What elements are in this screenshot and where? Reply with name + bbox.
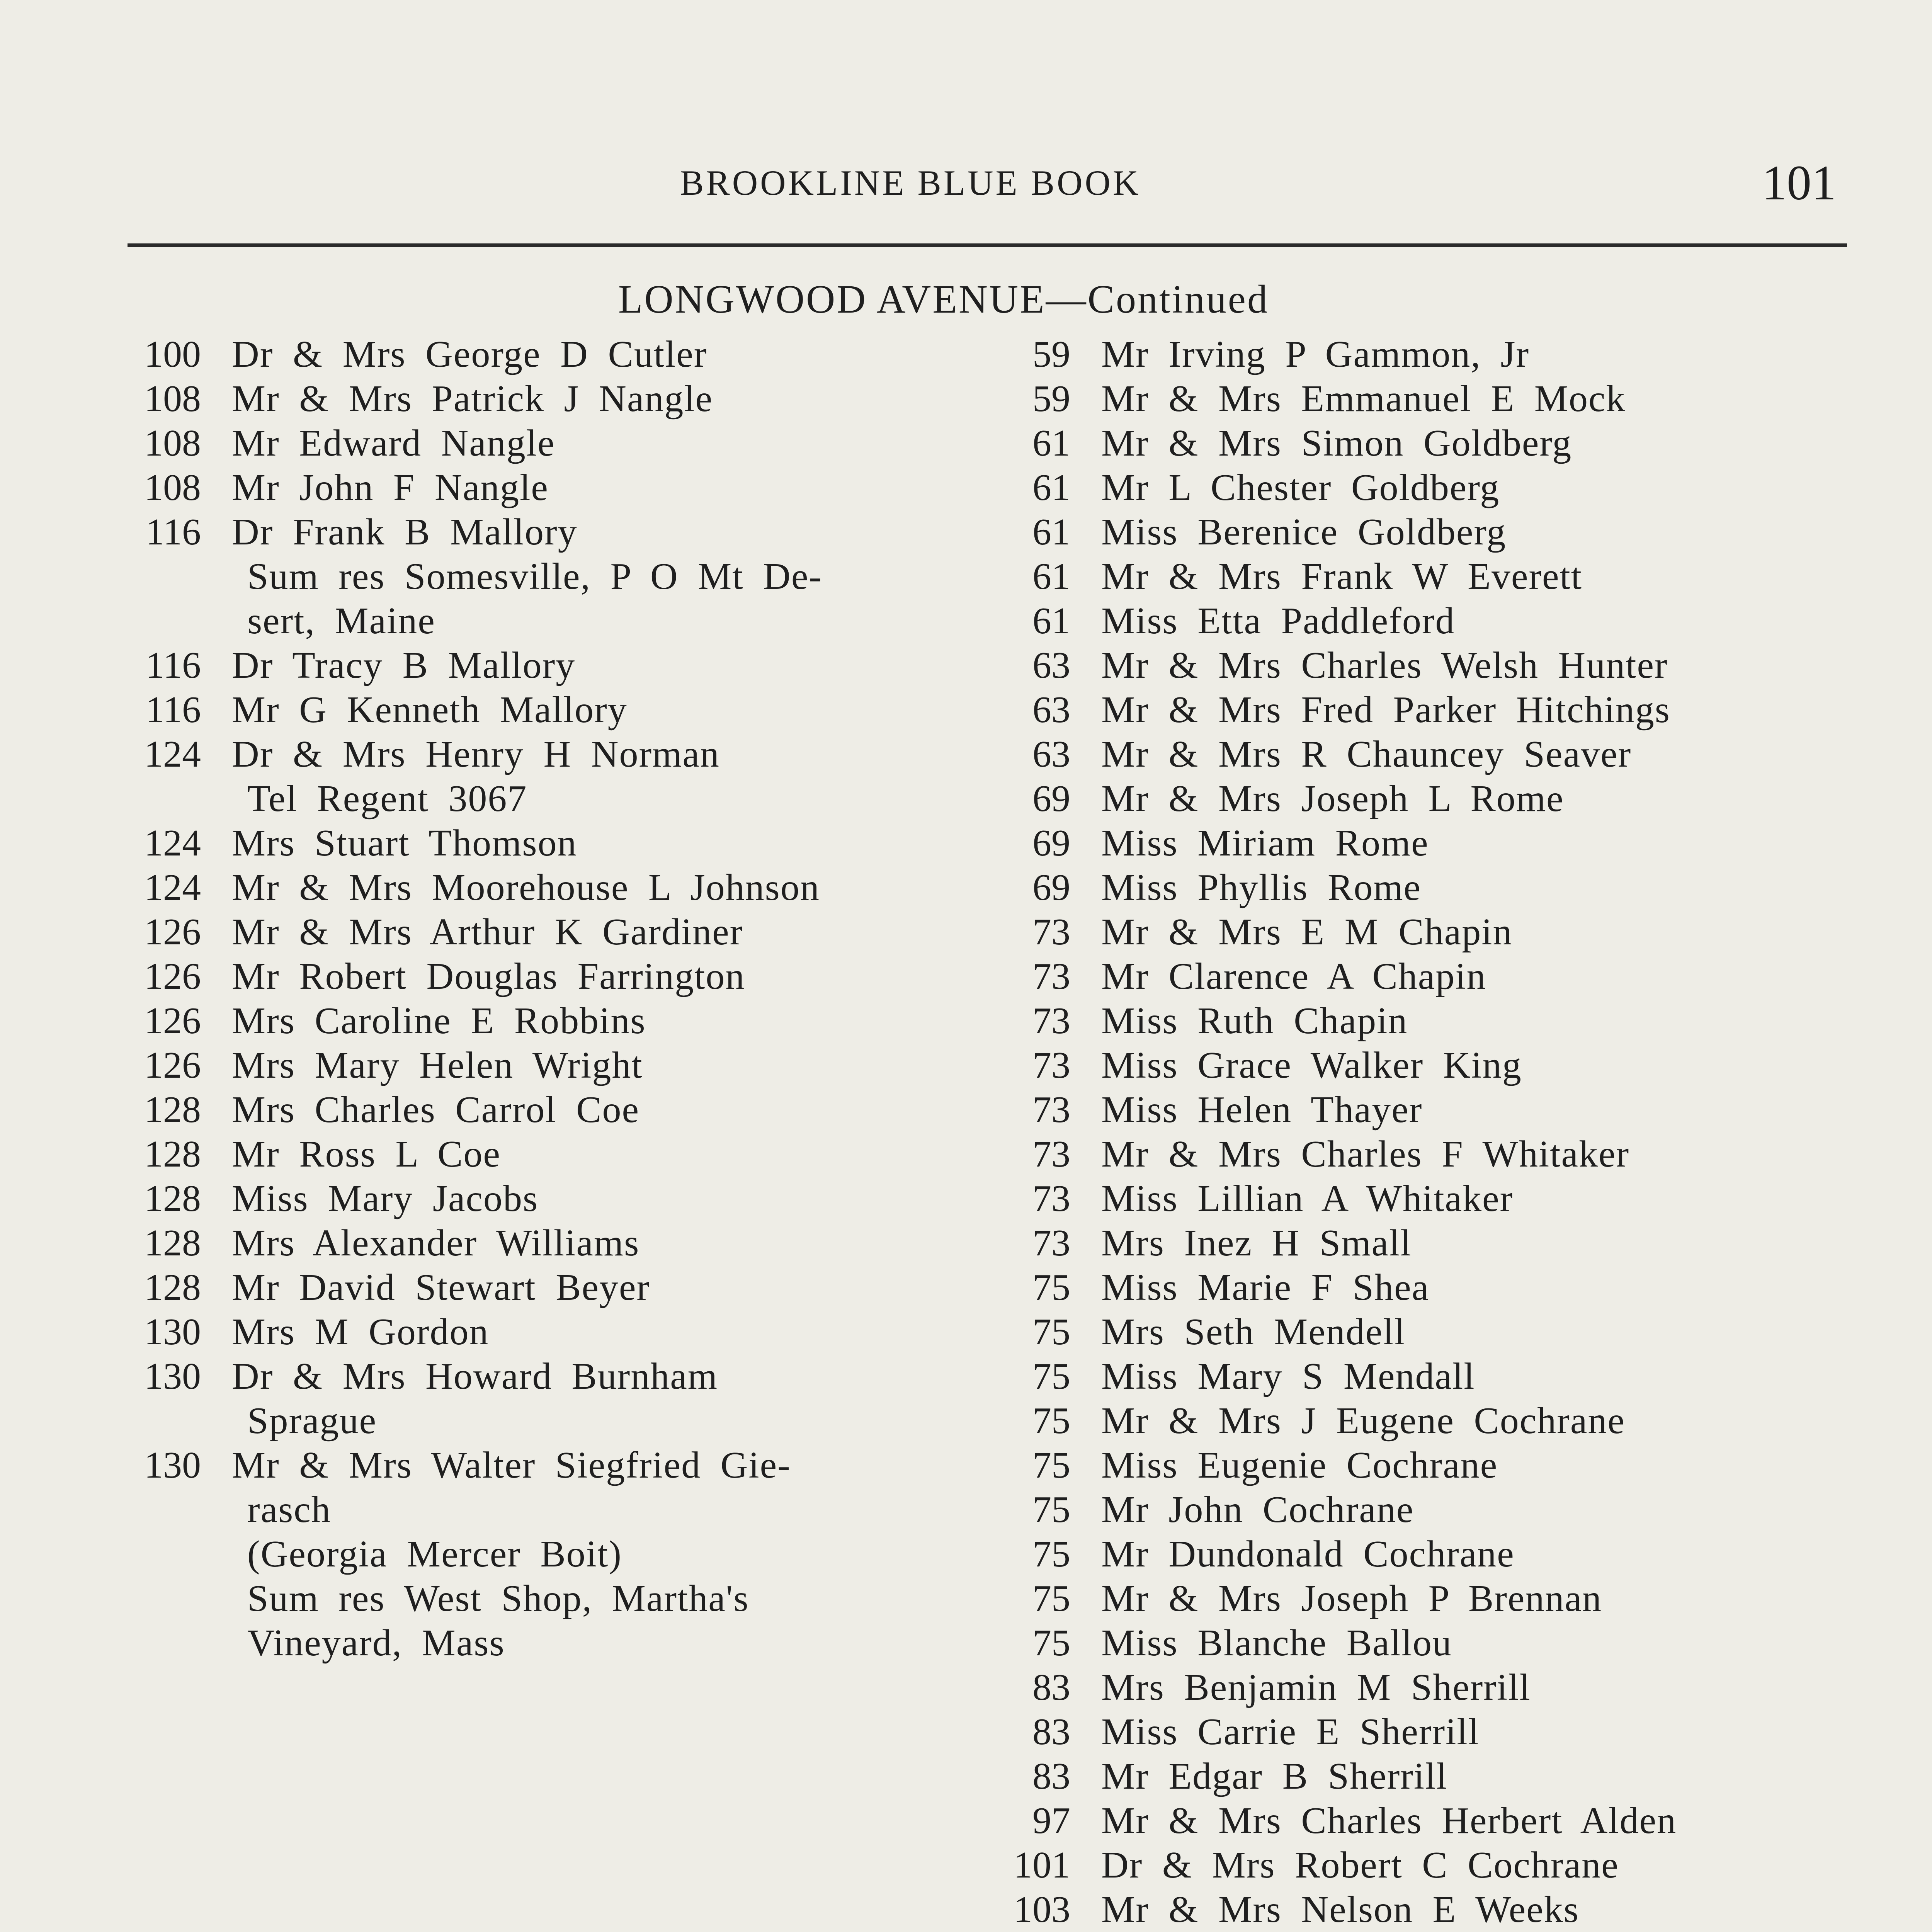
- directory-entry: [116, 1043, 947, 1088]
- directory-entry: [116, 910, 947, 954]
- directory-entry: [989, 1221, 1832, 1265]
- resident-name: Mr Ross L Coe: [232, 1133, 501, 1175]
- resident-name: Mr & Mrs J Eugene Cochrane: [1101, 1400, 1625, 1442]
- house-number: 73: [1032, 1133, 1070, 1175]
- resident-text: [232, 1443, 947, 1665]
- resident-text: [1101, 1354, 1832, 1399]
- resident-text: [1101, 1799, 1832, 1843]
- resident-name: Mr & Mrs Emmanuel E Mock: [1101, 378, 1626, 420]
- house-number: 61: [1032, 600, 1070, 642]
- house-number: 73: [1032, 1222, 1070, 1264]
- house-number: 103: [1014, 1889, 1070, 1930]
- directory-entry: [989, 1354, 1832, 1399]
- house-number: 61: [1032, 422, 1070, 464]
- resident-text: [1101, 999, 1832, 1043]
- house-number: 69: [1032, 822, 1070, 864]
- resident-text: [1101, 332, 1832, 377]
- resident-name: Miss Miriam Rome: [1101, 822, 1429, 864]
- resident-text: [1101, 1177, 1832, 1221]
- resident-name: Mr Edward Nangle: [232, 422, 555, 464]
- resident-text: [1101, 1710, 1832, 1754]
- resident-text: [1101, 1088, 1832, 1132]
- directory-entry: [116, 377, 947, 421]
- directory-entry: [989, 332, 1832, 377]
- house-number: 124: [144, 733, 201, 775]
- house-number: 75: [1032, 1444, 1070, 1486]
- resident-name: Mr & Mrs Joseph L Rome: [1101, 778, 1564, 820]
- directory-entry: [989, 821, 1832, 866]
- directory-entry: [989, 1710, 1832, 1754]
- resident-name: Mr John F Nangle: [232, 467, 549, 509]
- resident-name: Mr & Mrs Joseph P Brennan: [1101, 1578, 1602, 1619]
- resident-name: Mrs Stuart Thomson: [232, 822, 577, 864]
- house-number: 126: [144, 1000, 201, 1042]
- resident-text: [1101, 1665, 1832, 1710]
- directory-entry: [989, 1177, 1832, 1221]
- resident-text: [232, 1354, 947, 1443]
- directory-entry: [989, 1399, 1832, 1443]
- resident-text: [1101, 688, 1832, 732]
- directory-entry: [989, 954, 1832, 999]
- directory-entry: [989, 421, 1832, 466]
- resident-name: Miss Lillian A Whitaker: [1101, 1178, 1514, 1219]
- house-number: 101: [1014, 1844, 1070, 1886]
- house-number: 61: [1032, 556, 1070, 597]
- resident-detail: rasch: [247, 1489, 331, 1531]
- resident-name: Miss Grace Walker King: [1101, 1044, 1522, 1086]
- directory-entry: [116, 1310, 947, 1354]
- directory-entry: [989, 1443, 1832, 1488]
- resident-name: Mrs Mary Helen Wright: [232, 1044, 643, 1086]
- directory-entry: [116, 466, 947, 510]
- directory-entry: [989, 1621, 1832, 1665]
- house-number: 61: [1032, 467, 1070, 509]
- resident-detail: Sprague: [247, 1400, 377, 1442]
- resident-text: [1101, 1443, 1832, 1488]
- directory-entry: [116, 1221, 947, 1265]
- directory-entry: [989, 1799, 1832, 1843]
- resident-text: [1101, 821, 1832, 866]
- house-number: 126: [144, 911, 201, 953]
- house-number: 63: [1032, 689, 1070, 731]
- house-number: 75: [1032, 1578, 1070, 1619]
- resident-text: [1101, 599, 1832, 643]
- resident-name: Mr & Mrs Simon Goldberg: [1101, 422, 1572, 464]
- directory-entry: [989, 866, 1832, 910]
- right-column: [989, 332, 1832, 1932]
- resident-name: Miss Berenice Goldberg: [1101, 511, 1507, 553]
- directory-entry: [989, 1132, 1832, 1177]
- resident-name: Dr & Mrs Henry H Norman: [232, 733, 720, 775]
- resident-name: Mr & Mrs Charles F Whitaker: [1101, 1133, 1630, 1175]
- resident-name: Miss Helen Thayer: [1101, 1089, 1423, 1131]
- resident-text: [1101, 866, 1832, 910]
- resident-name: Mrs Caroline E Robbins: [232, 1000, 646, 1042]
- house-number: 69: [1032, 778, 1070, 820]
- resident-text: [232, 1088, 947, 1132]
- resident-name: Mrs Benjamin M Sherrill: [1101, 1667, 1531, 1708]
- resident-name: Mr Dundonald Cochrane: [1101, 1533, 1515, 1575]
- directory-entry: [116, 954, 947, 999]
- house-number: 75: [1032, 1400, 1070, 1442]
- directory-entry: [116, 1354, 947, 1443]
- resident-text: [1101, 1310, 1832, 1354]
- resident-text: [1101, 1221, 1832, 1265]
- resident-text: [232, 1221, 947, 1265]
- resident-text: [232, 643, 947, 688]
- resident-name: Mrs Seth Mendell: [1101, 1311, 1406, 1353]
- resident-detail: (Georgia Mercer Boit): [247, 1533, 622, 1575]
- resident-text: [1101, 421, 1832, 466]
- resident-name: Mr & Mrs Moorehouse L Johnson: [232, 867, 820, 908]
- house-number: 83: [1032, 1711, 1070, 1753]
- house-number: 100: [144, 333, 201, 375]
- house-number: 59: [1032, 378, 1070, 420]
- directory-entry: [116, 1177, 947, 1221]
- house-number: 116: [145, 645, 201, 686]
- resident-text: [1101, 1488, 1832, 1532]
- directory-entry: [989, 1665, 1832, 1710]
- directory-entry: [116, 821, 947, 866]
- resident-text: [1101, 1577, 1832, 1621]
- house-number: 124: [144, 867, 201, 908]
- directory-entry: [116, 332, 947, 377]
- house-number: 75: [1032, 1489, 1070, 1531]
- house-number: 63: [1032, 733, 1070, 775]
- resident-name: Mr L Chester Goldberg: [1101, 467, 1500, 509]
- resident-text: [232, 377, 947, 421]
- house-number: 73: [1032, 1178, 1070, 1219]
- resident-name: Mrs Alexander Williams: [232, 1222, 640, 1264]
- resident-text: [1101, 732, 1832, 777]
- resident-text: [232, 1043, 947, 1088]
- house-number: 124: [144, 822, 201, 864]
- directory-entry: [116, 688, 947, 732]
- directory-entry: [989, 1754, 1832, 1799]
- resident-name: Miss Blanche Ballou: [1101, 1622, 1452, 1664]
- directory-entry: [116, 732, 947, 821]
- resident-name: Mr Irving P Gammon, Jr: [1101, 333, 1530, 375]
- resident-name: Dr & Mrs Howard Burnham: [232, 1355, 718, 1397]
- resident-name: Mr & Mrs Nelson E Weeks: [1101, 1889, 1579, 1930]
- directory-entry: [116, 1265, 947, 1310]
- resident-text: [1101, 510, 1832, 554]
- resident-name: Miss Mary Jacobs: [232, 1178, 539, 1219]
- house-number: 73: [1032, 1000, 1070, 1042]
- resident-text: [232, 421, 947, 466]
- resident-name: Dr Frank B Mallory: [232, 511, 578, 553]
- house-number: 75: [1032, 1355, 1070, 1397]
- house-number: 130: [144, 1311, 201, 1353]
- directory-entry: [989, 554, 1832, 599]
- header-rule: [128, 243, 1847, 247]
- house-number: 83: [1032, 1755, 1070, 1797]
- house-number: 128: [144, 1222, 201, 1264]
- house-number: 61: [1032, 511, 1070, 553]
- section-title: LONGWOOD AVENUE—Continued: [618, 277, 1269, 321]
- resident-text: [1101, 1399, 1832, 1443]
- directory-entry: [989, 1043, 1832, 1088]
- directory-entry: [116, 421, 947, 466]
- resident-text: [1101, 1532, 1832, 1577]
- resident-name: Miss Phyllis Rome: [1101, 867, 1422, 908]
- directory-entry: [116, 866, 947, 910]
- house-number: 108: [144, 378, 201, 420]
- directory-entry: [989, 466, 1832, 510]
- resident-name: Mr & Mrs Charles Herbert Alden: [1101, 1800, 1677, 1842]
- house-number: 128: [144, 1178, 201, 1219]
- directory-entry: [116, 643, 947, 688]
- house-number: 73: [1032, 956, 1070, 997]
- directory-entry: [116, 1088, 947, 1132]
- house-number: 126: [144, 1044, 201, 1086]
- house-number: 128: [144, 1133, 201, 1175]
- resident-name: Miss Ruth Chapin: [1101, 1000, 1408, 1042]
- house-number: 126: [144, 956, 201, 997]
- resident-name: Mr G Kenneth Mallory: [232, 689, 628, 731]
- resident-name: Miss Marie F Shea: [1101, 1267, 1430, 1308]
- directory-entry: [989, 1310, 1832, 1354]
- house-number: 116: [145, 511, 201, 553]
- resident-text: [232, 732, 947, 821]
- directory-entry: [989, 1843, 1832, 1888]
- house-number: 108: [144, 422, 201, 464]
- resident-detail: Vineyard, Mass: [247, 1622, 505, 1664]
- resident-name: Miss Etta Paddleford: [1101, 600, 1455, 642]
- resident-name: Dr & Mrs Robert C Cochrane: [1101, 1844, 1619, 1886]
- house-number: 128: [144, 1267, 201, 1308]
- resident-detail: Tel Regent 3067: [247, 778, 527, 820]
- resident-text: [232, 1265, 947, 1310]
- resident-text: [232, 1132, 947, 1177]
- directory-entry: [989, 688, 1832, 732]
- resident-name: Miss Eugenie Cochrane: [1101, 1444, 1498, 1486]
- resident-text: [1101, 1265, 1832, 1310]
- resident-text: [1101, 954, 1832, 999]
- house-number: 75: [1032, 1533, 1070, 1575]
- resident-text: [232, 954, 947, 999]
- resident-name: Mr & Mrs Patrick J Nangle: [232, 378, 713, 420]
- resident-name: Dr & Mrs George D Cutler: [232, 333, 707, 375]
- resident-name: Miss Mary S Mendall: [1101, 1355, 1475, 1397]
- resident-name: Miss Carrie E Sherrill: [1101, 1711, 1480, 1753]
- resident-name: Mr & Mrs Charles Welsh Hunter: [1101, 645, 1668, 686]
- house-number: 73: [1032, 1044, 1070, 1086]
- resident-text: [1101, 466, 1832, 510]
- directory-entry: [989, 999, 1832, 1043]
- house-number: 75: [1032, 1622, 1070, 1664]
- resident-text: [232, 999, 947, 1043]
- directory-entry: [116, 1132, 947, 1177]
- resident-name: Dr Tracy B Mallory: [232, 645, 576, 686]
- resident-detail: sert, Maine: [247, 600, 435, 642]
- resident-text: [232, 1177, 947, 1221]
- resident-text: [1101, 777, 1832, 821]
- directory-entry: [989, 910, 1832, 954]
- directory-entry: [989, 643, 1832, 688]
- house-number: 97: [1032, 1800, 1070, 1842]
- resident-detail: Sum res Somesville, P O Mt De-: [247, 556, 822, 597]
- resident-text: [1101, 1888, 1832, 1932]
- resident-name: Mrs Inez H Small: [1101, 1222, 1412, 1264]
- house-number: 73: [1032, 911, 1070, 953]
- resident-name: Mrs Charles Carrol Coe: [232, 1089, 639, 1131]
- resident-detail: Sum res West Shop, Martha's: [247, 1578, 749, 1619]
- house-number: 108: [144, 467, 201, 509]
- directory-entry: [116, 999, 947, 1043]
- resident-name: Mrs M Gordon: [232, 1311, 489, 1353]
- resident-name: Mr Clarence A Chapin: [1101, 956, 1486, 997]
- resident-name: Mr & Mrs E M Chapin: [1101, 911, 1513, 953]
- directory-entry: [989, 1888, 1832, 1932]
- resident-text: [1101, 1132, 1832, 1177]
- directory-entry: [116, 510, 947, 643]
- resident-name: Mr Edgar B Sherrill: [1101, 1755, 1448, 1797]
- resident-text: [232, 332, 947, 377]
- directory-entry: [989, 777, 1832, 821]
- house-number: 116: [145, 689, 201, 731]
- resident-text: [1101, 1043, 1832, 1088]
- directory-entry: [989, 377, 1832, 421]
- resident-text: [232, 821, 947, 866]
- directory-entry: [989, 1577, 1832, 1621]
- resident-text: [1101, 643, 1832, 688]
- resident-text: [232, 866, 947, 910]
- house-number: 59: [1032, 333, 1070, 375]
- left-column: [116, 332, 947, 1665]
- house-number: 75: [1032, 1267, 1070, 1308]
- resident-name: Mr John Cochrane: [1101, 1489, 1414, 1531]
- resident-name: Mr Robert Douglas Farrington: [232, 956, 745, 997]
- house-number: 73: [1032, 1089, 1070, 1131]
- directory-entry: [989, 599, 1832, 643]
- resident-text: [232, 466, 947, 510]
- resident-text: [1101, 554, 1832, 599]
- resident-name: Mr & Mrs R Chauncey Seaver: [1101, 733, 1632, 775]
- house-number: 130: [144, 1444, 201, 1486]
- resident-text: [1101, 1621, 1832, 1665]
- resident-text: [1101, 377, 1832, 421]
- house-number: 63: [1032, 645, 1070, 686]
- house-number: 128: [144, 1089, 201, 1131]
- page-number: 101: [1762, 155, 1836, 210]
- resident-name: Mr & Mrs Arthur K Gardiner: [232, 911, 743, 953]
- directory-entry: [989, 1265, 1832, 1310]
- resident-text: [1101, 1754, 1832, 1799]
- resident-text: [232, 510, 947, 643]
- resident-name: Mr & Mrs Frank W Everett: [1101, 556, 1582, 597]
- resident-text: [232, 910, 947, 954]
- directory-entry: [989, 1532, 1832, 1577]
- house-number: 75: [1032, 1311, 1070, 1353]
- resident-text: [1101, 910, 1832, 954]
- resident-name: Mr & Mrs Fred Parker Hitchings: [1101, 689, 1670, 731]
- directory-entry: [989, 510, 1832, 554]
- directory-entry: [989, 1088, 1832, 1132]
- house-number: 69: [1032, 867, 1070, 908]
- directory-entry: [989, 1488, 1832, 1532]
- resident-name: Mr & Mrs Walter Siegfried Gie-: [232, 1444, 791, 1486]
- running-head: BROOKLINE BLUE BOOK: [680, 163, 1141, 202]
- resident-name: Mr David Stewart Beyer: [232, 1267, 650, 1308]
- resident-text: [232, 1310, 947, 1354]
- house-number: 130: [144, 1355, 201, 1397]
- house-number: 83: [1032, 1667, 1070, 1708]
- directory-entry: [989, 732, 1832, 777]
- resident-text: [1101, 1843, 1832, 1888]
- resident-text: [232, 688, 947, 732]
- directory-entry: [116, 1443, 947, 1665]
